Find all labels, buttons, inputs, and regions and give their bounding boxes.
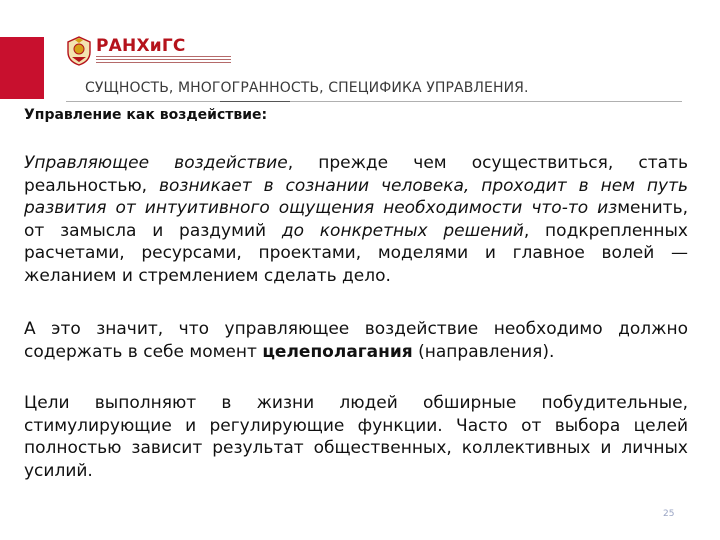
paragraph-1-text-4: менить, от замысла и раздумий	[24, 198, 688, 241]
paragraph-2-text-1: А это значит, что управляющее воздействие необходимо должно содержать в себе момент	[24, 319, 688, 362]
paragraph-1-text-6: , подкрепленных расчетами, ресурсами, проектами, моделями и главное волей — желанием и стремлением сделать дело.	[24, 220, 688, 286]
title-divider-accent	[220, 101, 290, 102]
paragraph-1-text-2: , прежде чем осуществиться, стать реальностью,	[24, 153, 688, 196]
red-accent-block	[0, 37, 44, 99]
paragraph-2-keyword: целеполагания	[262, 341, 413, 362]
paragraph-1-text-5: до конкретных решений	[281, 220, 524, 241]
title-divider	[66, 101, 682, 102]
logo-subtext-lines	[96, 56, 231, 66]
paragraph-1-text-3: возникает в сознании человека, проходит в нем путь развития от интуитивного ощущения необходимости что-то из	[24, 175, 688, 218]
section-subtitle: Управление как воздействие:	[24, 107, 268, 123]
paragraph-1-text-1: Управляющее воздействие	[24, 153, 288, 173]
emblem-icon	[66, 36, 92, 66]
paragraph-2	[24, 318, 688, 363]
paragraph-1	[24, 152, 688, 287]
paragraph-2-text-3: (направления).	[412, 341, 555, 362]
slide-title: СУЩНОСТЬ, МНОГОГРАННОСТЬ, СПЕЦИФИКА УПРАВЛЕНИЯ.	[85, 80, 529, 96]
logo-text: РАНХиГС	[96, 36, 186, 56]
ranepa-logo	[66, 36, 246, 70]
paragraph-3: Цели выполняют в жизни людей обширные побудительные, стимулирующие и регулирующие функции. Часто от выбора целей полностью зависит результат общественных, коллективных и личных усилий.	[24, 393, 688, 481]
page-number: 25	[663, 509, 675, 519]
